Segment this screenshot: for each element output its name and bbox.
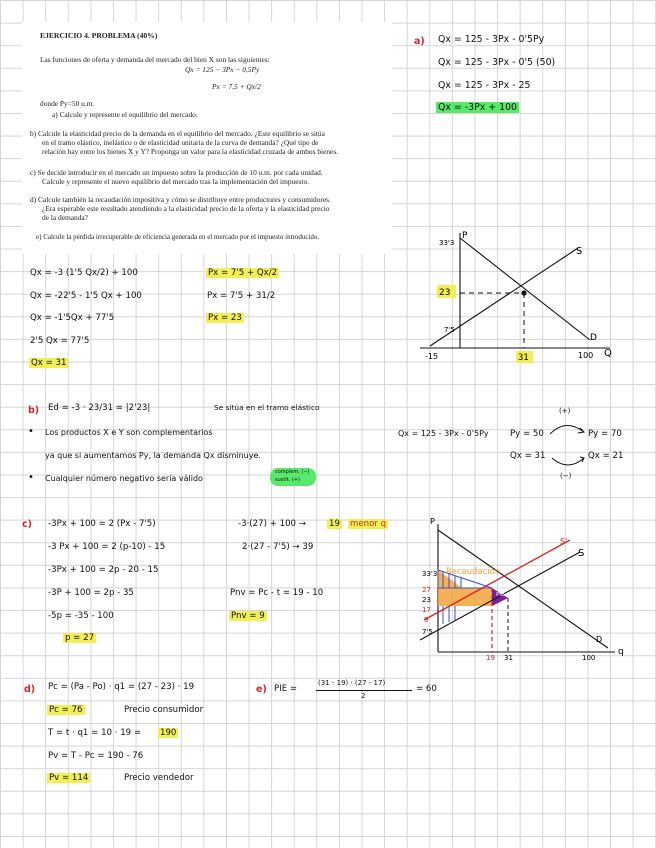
graph2-x31-label: 31 xyxy=(504,654,513,662)
graph2-x100-label: 100 xyxy=(582,654,596,662)
part-c-label: c) xyxy=(22,519,32,530)
graph1-y-top-label: 33'3 xyxy=(439,239,455,247)
b-tramo: Se sitúa en el tramo elástico xyxy=(214,403,320,412)
c-line2: -3 Px + 100 = 2 (p-10) - 15 xyxy=(48,542,166,552)
e-denominator: 2 xyxy=(361,692,366,700)
question-c-line2: Calcule y represente el nuevo equilibrio del mercado tras la implementación del impuesto. xyxy=(42,177,309,186)
supply-equation: Px = 7,5 + Qx/2 xyxy=(212,82,261,91)
part-e-label: e) xyxy=(256,684,267,695)
graph1-demand-label: D xyxy=(590,333,597,343)
a-price-result: Px = 23 xyxy=(208,313,242,323)
d-line3: T = t · q1 = 10 · 19 = xyxy=(48,728,142,738)
graph1-p-axis-label: P xyxy=(462,231,468,241)
question-b-line2: en el tramo elástico, inelástico o de elasticidad unitaria de la curva de demanda? ¿Qué tipo de xyxy=(42,138,319,147)
a-work-line3: Qx = -1'5Qx + 77'5 xyxy=(30,313,115,323)
c-line4: -3P + 100 = 2p - 35 xyxy=(48,588,134,598)
a-right-line3: Qx = 125 - 3Px - 25 xyxy=(438,80,531,91)
question-d-line3: de la demanda? xyxy=(42,213,88,222)
question-e: e) Calcule la pérdida irrecuperable de eficiencia generada en el mercado por el impuesto introducido. xyxy=(36,233,320,241)
graph2-taxed-supply-label: S' xyxy=(560,537,568,546)
graph1-eq-qty-label: 31 xyxy=(518,353,529,363)
graph2-revenue-label: Recaudación xyxy=(446,567,501,577)
question-b-line1: b) Calcule la elasticidad precio de la demanda en el equilibrio del mercado. ¿Este equilibrio se sitúa xyxy=(30,129,325,138)
graph2-y75-label: 7'5 xyxy=(422,628,433,636)
a-work-line2: Qx = -22'5 - 1'5 Qx + 100 xyxy=(30,291,142,301)
a-right-line4: Qx = -3Px + 100 xyxy=(438,102,518,113)
graph1-x-neg-label: -15 xyxy=(425,352,439,361)
graph2-y23-label: 23 xyxy=(422,596,431,604)
graph1-y-low-label: 7'5 xyxy=(444,326,455,334)
b-elasticity: Ed = -3 · 23/31 = |2'23| xyxy=(48,403,151,413)
d-line4: Pv = T - Pc = 190 - 76 xyxy=(48,751,144,761)
b-qx-21: Qx = 21 xyxy=(588,451,624,461)
graph2-x19-label: 19 xyxy=(486,654,495,662)
b-py-70: Py = 70 xyxy=(588,429,622,439)
d-revenue-value: 190 xyxy=(160,728,177,738)
b-reason: ya que si aumentamos Py, la demanda Qx disminuye. xyxy=(45,451,261,460)
b-bullet-1: • xyxy=(28,426,34,437)
c-check-demand: -3·(27) + 100 → xyxy=(238,519,306,529)
graph2-y17-label: 17 xyxy=(422,606,431,614)
part-d-label: d) xyxy=(24,684,36,695)
graph1-equilibrium-point xyxy=(521,290,526,295)
statement-intro: Las funciones de oferta y demanda del mercado del bien X son las siguientes: xyxy=(40,55,270,64)
graph2-pie-label: PIE xyxy=(496,592,505,598)
d-seller-value: Pv = 114 xyxy=(49,773,89,783)
b-minus-sign: (−) xyxy=(560,472,572,480)
e-result: = 60 xyxy=(416,684,437,694)
b-plus-sign: (+) xyxy=(559,407,571,415)
question-b-line3: relación hay entre los bienes X y Y? Proponga un valor para la elasticidad cruzada de ambos bienes. xyxy=(42,147,339,156)
b-complementary: Los productos X e Y son complementarios xyxy=(45,428,213,437)
graph2-demand-label: D xyxy=(596,635,603,644)
c-pnv-line1: Pnv = Pc - t = 19 - 10 xyxy=(230,588,324,598)
c-line1: -3Px + 100 = 2 (Px - 7'5) xyxy=(48,519,156,529)
b-tag-substitute: sustit. (+) xyxy=(275,477,300,483)
c-line5: -5p = -35 - 100 xyxy=(48,611,114,621)
part-b-label: b) xyxy=(28,405,40,416)
question-a: a) Calcule y represente el equilibrio del mercado. xyxy=(52,110,198,119)
e-numerator: (31 - 19) · (27 - 17) xyxy=(318,679,386,687)
d-seller-note: Precio vendedor xyxy=(124,773,194,783)
a-work-line4: 2'5 Qx = 77'5 xyxy=(30,336,90,346)
a-right-line1: Qx = 125 - 3Px - 0'5Py xyxy=(438,34,545,45)
a-price-line2: Px = 7'5 + 31/2 xyxy=(207,291,276,301)
b-change-arrows xyxy=(540,412,600,480)
d-consumer-value: Pc = 76 xyxy=(49,705,83,715)
a-work-line1: Qx = -3 (1'5 Qx/2) + 100 xyxy=(30,268,138,278)
graph2-y9-label: 9 xyxy=(424,616,429,624)
part-a-label: a) xyxy=(414,36,425,47)
graph2-supply-label: S xyxy=(578,548,585,559)
graph2-q-axis-label: q xyxy=(618,647,624,657)
e-fraction-bar xyxy=(316,690,412,691)
b-py-50: Py = 50 xyxy=(510,429,544,439)
c-check-demand-value: 19 xyxy=(329,519,340,529)
demand-equation: Qx = 125 − 3Px − 0,5Py xyxy=(185,65,260,74)
question-c-line1: c) Se decide introducir en el mercado un impuesto sobre la producción de 10 u.m. por cada unidad. xyxy=(30,168,323,177)
b-qx-31: Qx = 31 xyxy=(510,451,546,461)
b-any-negative: Cualquier número negativo sería válido xyxy=(45,474,203,483)
graph1-eq-price-label: 23 xyxy=(439,288,451,298)
graph1-q-axis-label: Q xyxy=(604,348,612,359)
b-arrow-down xyxy=(552,458,584,465)
b-bullet-2: • xyxy=(28,472,34,483)
d-consumer-note: Precio consumidor xyxy=(124,705,204,715)
graph2-p-axis-label: P xyxy=(430,517,435,526)
graph2-y-top-label: 33'3 xyxy=(422,570,438,578)
statement-where: donde Py=50 u.m. xyxy=(40,99,95,108)
c-check-supply: 2·(27 - 7'5) → 39 xyxy=(242,542,314,552)
c-check-demand-note: menor q xyxy=(350,519,387,529)
c-result-price: p = 27 xyxy=(65,633,95,643)
graph1-x-end-label: 100 xyxy=(578,351,594,360)
equilibrium-graph xyxy=(420,228,620,368)
a-price-line1: Px = 7'5 + Qx/2 xyxy=(208,268,278,278)
question-d-line2: ¿Era esperable este resultado atendiendo a la elasticidad precio de la oferta y la elasticidad precio xyxy=(42,204,330,213)
a-right-line2: Qx = 125 - 3Px - 0'5 (50) xyxy=(438,57,556,68)
d-line1: Pc = (Pa - Po) · q1 = (27 - 23) · 19 xyxy=(48,682,195,692)
tax-graph xyxy=(410,512,630,662)
exercise-title: EJERCICIO 4. PROBLEMA (40%) xyxy=(40,31,158,40)
b-qx-equation: Qx = 125 - 3Px - 0'5Py xyxy=(398,429,489,438)
a-work-result: Qx = 31 xyxy=(31,358,67,368)
e-pie-lhs: PIE = xyxy=(274,684,298,694)
b-tag-complement: complem. (−) xyxy=(275,469,310,475)
question-d-line1: d) Calcule también la recaudación impositiva y cómo se distribuye entre productores y consumidores. xyxy=(30,195,331,204)
graph2-y27-label: 27 xyxy=(422,586,431,594)
c-pnv-line2: Pnv = 9 xyxy=(231,611,265,621)
graph1-supply-label: S xyxy=(576,246,583,257)
c-line3: -3Px + 100 = 2p - 20 - 15 xyxy=(48,565,159,575)
